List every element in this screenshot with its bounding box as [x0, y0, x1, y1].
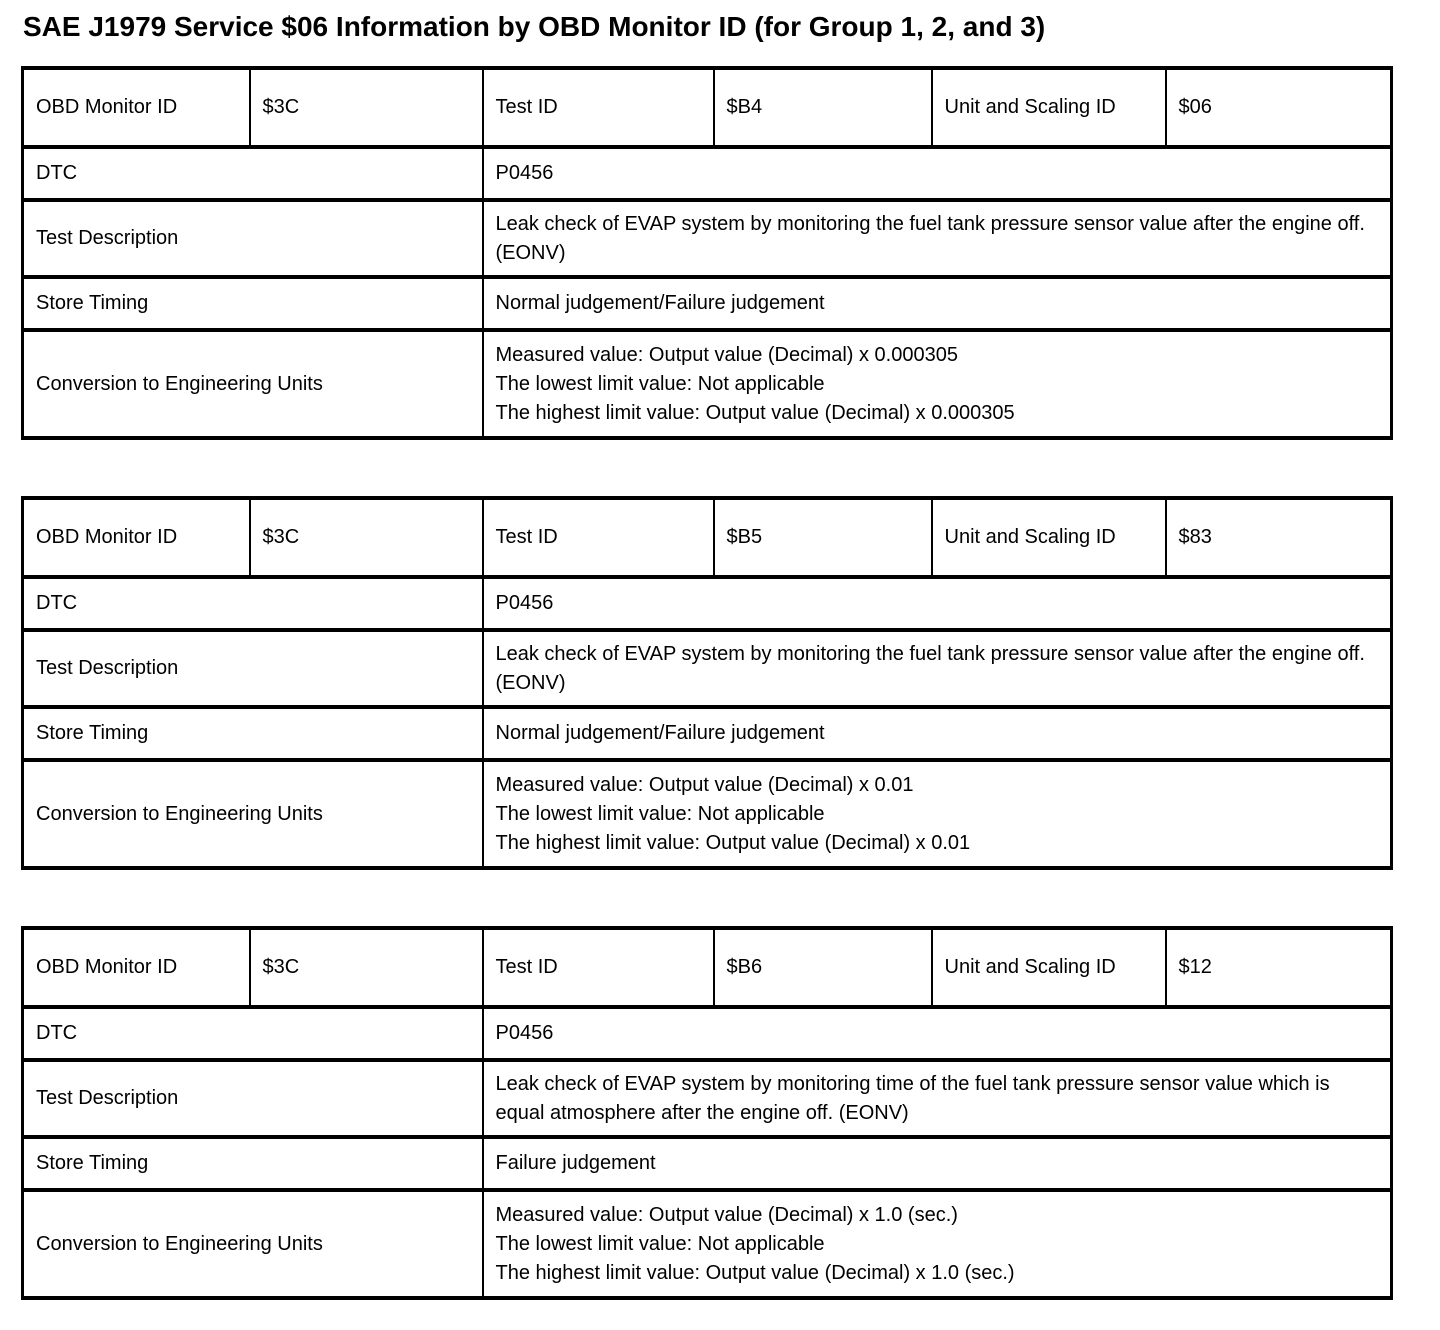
dtc-label: DTC [23, 147, 483, 200]
dtc-label: DTC [23, 577, 483, 630]
conversion-value [483, 330, 1392, 438]
table-row [23, 760, 1392, 868]
obd-monitor-id-value: $3C [250, 498, 483, 577]
page-title: SAE J1979 Service $06 Information by OBD Monitor ID (for Group 1, 2, and 3) [23, 11, 1046, 42]
test-id-label: Test ID [483, 928, 714, 1007]
test-description-value: Leak check of EVAP system by monitoring the fuel tank pressure sensor value after the engine off. (EONV) [483, 200, 1392, 277]
table-row [23, 1137, 1392, 1190]
table-row [23, 1190, 1392, 1298]
test-id-label: Test ID [483, 498, 714, 577]
dtc-value: P0456 [483, 147, 1392, 200]
table-row [23, 330, 1392, 438]
conversion-label: Conversion to Engineering Units [23, 330, 483, 438]
unit-scaling-id-label [932, 928, 1166, 1007]
table-row [23, 498, 1392, 577]
unit-scaling-id-label-text: Unit and Scaling ID [944, 956, 1116, 978]
store-timing-label: Store Timing [23, 1137, 483, 1190]
obd-monitor-id-value: $3C [250, 928, 483, 1007]
obd-monitor-table-b5 [21, 496, 1393, 870]
obd-monitor-table-b4 [21, 66, 1393, 440]
test-id-label: Test ID [483, 68, 714, 147]
obd-monitor-table-b6 [21, 926, 1393, 1300]
unit-scaling-id-label [932, 498, 1166, 577]
unit-scaling-id-label-text: Unit and Scaling ID [944, 96, 1116, 118]
test-id-value: $B5 [714, 498, 932, 577]
conversion-value [483, 760, 1392, 868]
conversion-lowest-line: The lowest limit value: Not applicable [495, 372, 825, 395]
table-row [23, 1060, 1392, 1137]
unit-scaling-id-label [932, 68, 1166, 147]
conversion-label: Conversion to Engineering Units [23, 1190, 483, 1298]
conversion-label: Conversion to Engineering Units [23, 760, 483, 868]
table-row [23, 277, 1392, 330]
store-timing-value: Normal judgement/Failure judgement [483, 277, 1392, 330]
conversion-lowest-line: The lowest limit value: Not applicable [495, 802, 825, 825]
test-id-value: $B6 [714, 928, 932, 1007]
conversion-measured-line: Measured value: Output value (Decimal) x 0.01 [495, 773, 914, 796]
unit-scaling-id-value: $83 [1166, 498, 1392, 577]
obd-monitor-id-value: $3C [250, 68, 483, 147]
unit-scaling-id-value: $06 [1166, 68, 1392, 147]
store-timing-label: Store Timing [23, 707, 483, 760]
unit-scaling-id-value: $12 [1166, 928, 1392, 1007]
table-row [23, 577, 1392, 630]
table-row [23, 707, 1392, 760]
table-row [23, 928, 1392, 1007]
dtc-label: DTC [23, 1007, 483, 1060]
dtc-value: P0456 [483, 1007, 1392, 1060]
conversion-highest-line: The highest limit value: Output value (Decimal) x 0.000305 [495, 401, 1015, 424]
conversion-measured-line: Measured value: Output value (Decimal) x 0.000305 [495, 343, 958, 366]
test-description-label: Test Description [23, 630, 483, 707]
test-description-label: Test Description [23, 200, 483, 277]
store-timing-value: Normal judgement/Failure judgement [483, 707, 1392, 760]
obd-monitor-id-label: OBD Monitor ID [23, 928, 250, 1007]
test-description-value: Leak check of EVAP system by monitoring time of the fuel tank pressure sensor value which is equal atmosphere after the engine off. (EONV) [483, 1060, 1392, 1137]
table-row [23, 68, 1392, 147]
dtc-value: P0456 [483, 577, 1392, 630]
table-row [23, 147, 1392, 200]
obd-monitor-id-label: OBD Monitor ID [23, 68, 250, 147]
conversion-highest-line: The highest limit value: Output value (Decimal) x 0.01 [495, 831, 971, 854]
obd-monitor-id-label: OBD Monitor ID [23, 498, 250, 577]
test-description-label: Test Description [23, 1060, 483, 1137]
table-row [23, 630, 1392, 707]
conversion-lowest-line: The lowest limit value: Not applicable [495, 1232, 825, 1255]
store-timing-label: Store Timing [23, 277, 483, 330]
table-row [23, 1007, 1392, 1060]
table-row [23, 200, 1392, 277]
test-id-value: $B4 [714, 68, 932, 147]
store-timing-value: Failure judgement [483, 1137, 1392, 1190]
conversion-value [483, 1190, 1392, 1298]
conversion-measured-line: Measured value: Output value (Decimal) x 1.0 (sec.) [495, 1203, 958, 1226]
unit-scaling-id-label-text: Unit and Scaling ID [944, 526, 1116, 548]
test-description-value: Leak check of EVAP system by monitoring the fuel tank pressure sensor value after the engine off. (EONV) [483, 630, 1392, 707]
conversion-highest-line: The highest limit value: Output value (Decimal) x 1.0 (sec.) [495, 1261, 1015, 1284]
